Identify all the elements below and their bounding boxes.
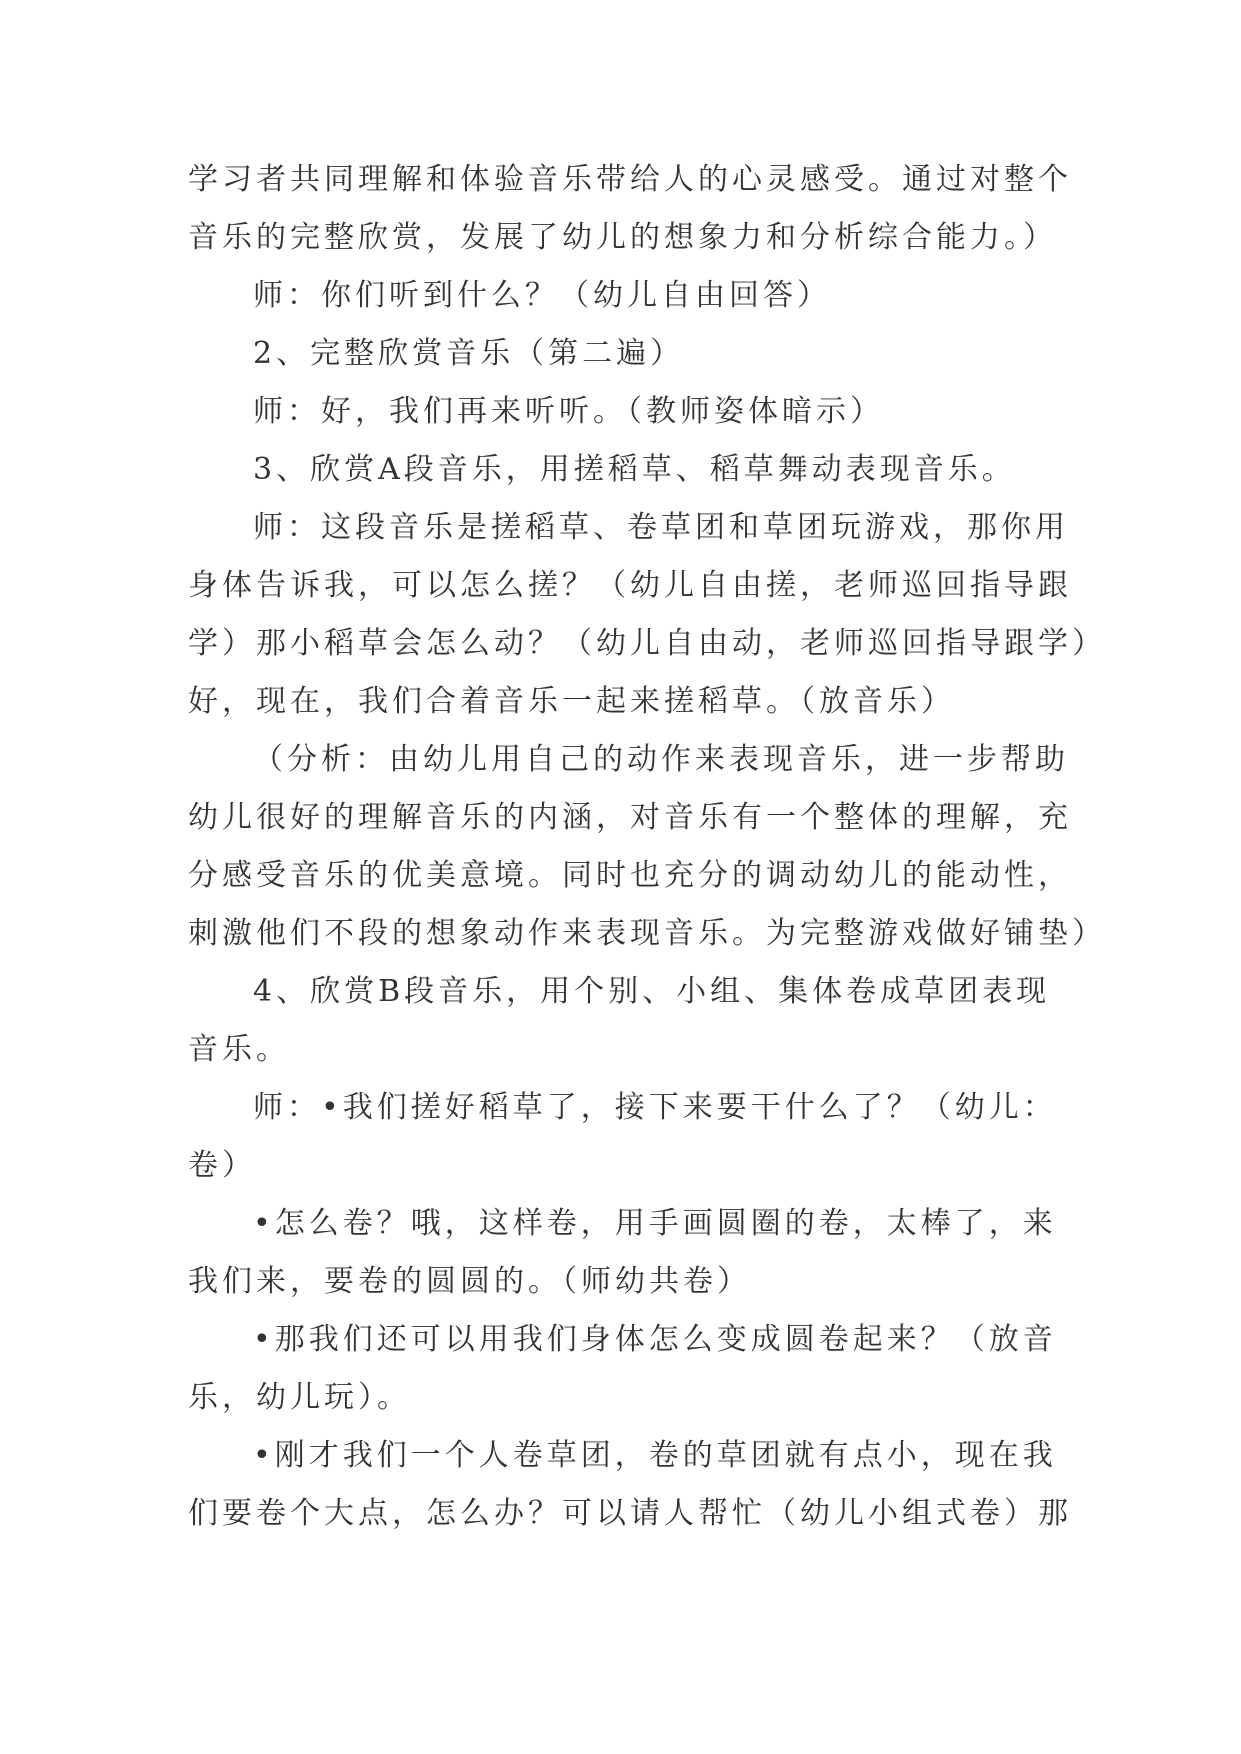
paragraph-line: 3、欣赏A段音乐，用搓稻草、稻草舞动表现音乐。 — [253, 452, 1016, 487]
paragraph-line: •刚才我们一个人卷草团，卷的草团就有点小，现在我 — [253, 1438, 1057, 1473]
paragraph-line: 音乐的完整欣赏，发展了幼儿的想象力和分析综合能力。） — [188, 220, 1057, 255]
paragraph-line: 幼儿很好的理解音乐的内涵，对音乐有一个整体的理解，充 — [188, 800, 1072, 835]
paragraph-line: 师：好，我们再来听听。（教师姿体暗示） — [253, 394, 884, 429]
paragraph-line: 2、完整欣赏音乐（第二遍） — [253, 336, 685, 371]
paragraph-line: 学）那小稻草会怎么动？（幼儿自由动，老师巡回指导跟学） — [188, 626, 1106, 661]
paragraph-line: •怎么卷？哦，这样卷，用手画圆圈的卷，太棒了，来 — [253, 1206, 1057, 1241]
paragraph-line: 乐，幼儿玩）。 — [188, 1380, 411, 1415]
paragraph-line: 好，现在，我们合着音乐一起来搓稻草。（放音乐） — [188, 684, 955, 719]
paragraph-line: •那我们还可以用我们身体怎么变成圆卷起来？（放音 — [253, 1322, 1057, 1357]
paragraph-line: 刺激他们不段的想象动作来表现音乐。为完整游戏做好铺垫） — [188, 916, 1106, 951]
paragraph-line: 师：你们听到什么？（幼儿自由回答） — [253, 278, 831, 313]
document-body — [188, 160, 1106, 1552]
paragraph-line: 分感受音乐的优美意境。同时也充分的调动幼儿的能动性， — [188, 858, 1072, 893]
paragraph-line: 师：这段音乐是搓稻草、卷草团和草团玩游戏，那你用 — [253, 510, 1069, 545]
paragraph-line: 学习者共同理解和体验音乐带给人的心灵感受。通过对整个 — [188, 162, 1072, 197]
paragraph-line: 音乐。 — [188, 1032, 290, 1067]
paragraph-line: 我们来，要卷的圆圆的。（师幼共卷） — [188, 1264, 751, 1299]
paragraph-line: 们要卷个大点，怎么办？可以请人帮忙（幼儿小组式卷）那 — [188, 1496, 1072, 1531]
paragraph-line: 师：•我们搓好稻草了，接下来要干什么了？（幼儿： — [253, 1090, 1057, 1125]
paragraph-line: 卷） — [188, 1148, 256, 1183]
paragraph-line: 身体告诉我，可以怎么搓？（幼儿自由搓，老师巡回指导跟 — [188, 568, 1072, 603]
paragraph-line: （分析：由幼儿用自己的动作来表现音乐，进一步帮助 — [253, 742, 1069, 777]
paragraph-line: 4、欣赏B段音乐，用个别、小组、集体卷成草团表现 — [253, 974, 1051, 1009]
